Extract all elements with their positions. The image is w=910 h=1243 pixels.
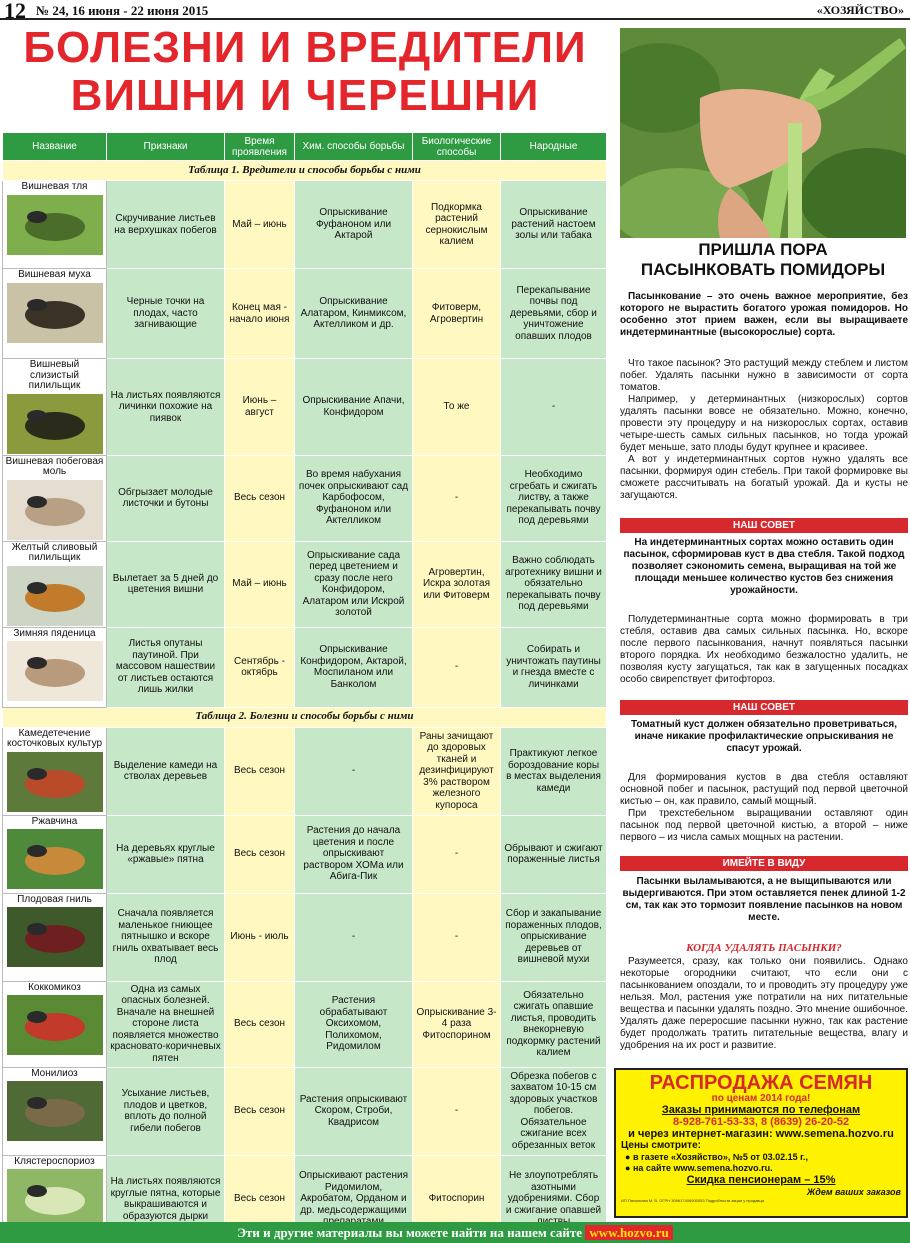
name-cell xyxy=(3,727,107,815)
name-cell xyxy=(3,181,107,269)
headline-line-1: БОЛЕЗНИ И ВРЕДИТЕЛИ xyxy=(23,23,587,72)
chem-cell: Опрыскивание Конфидором, Актарой, Моспиланом или Банколом xyxy=(295,627,413,707)
issue-date: № 24, 16 июня - 22 июня 2015 xyxy=(36,3,209,18)
disease-photo xyxy=(7,829,103,889)
disease-photo xyxy=(7,1169,103,1229)
article-body-3 xyxy=(620,772,908,844)
signs-cell: Скручивание листьев на верхушках побегов xyxy=(107,181,225,269)
ad-prices: Цены смотрите: xyxy=(621,1140,701,1151)
bio-cell: - xyxy=(413,1067,501,1155)
bio-cell: - xyxy=(413,627,501,707)
col-header: Признаки xyxy=(107,133,225,161)
disease-photo xyxy=(7,752,103,812)
table-caption: Таблица 1. Вредители и способы борьбы с ними xyxy=(3,161,607,181)
table-caption-row xyxy=(3,707,607,727)
tomato-hand-image xyxy=(620,28,906,238)
table-caption: Таблица 2. Болезни и способы борьбы с ними xyxy=(3,707,607,727)
name-text: Плодовая гниль xyxy=(17,893,92,905)
signs-cell: На листьях появляются личинки похожие на пиявок xyxy=(107,359,225,456)
table-row xyxy=(3,727,607,815)
bio-cell: Раны зачищают до здоровых тканей и дезинфицируют 3% раствором железного купороса xyxy=(413,727,501,815)
notice-tip xyxy=(620,876,908,924)
chem-cell: Растения опрыскивают Скором, Строби, Квадрисом xyxy=(295,1067,413,1155)
time-cell: Весь сезон xyxy=(225,1067,295,1155)
time-cell: Май – июнь xyxy=(225,541,295,627)
pests-diseases-table xyxy=(2,132,607,1243)
pest-photo xyxy=(7,641,103,701)
time-cell: Конец мая - начало июня xyxy=(225,269,295,359)
signs-cell: Вылетает за 5 дней до цветения вишни xyxy=(107,541,225,627)
table-row xyxy=(3,815,607,893)
paragraph: А вот у индетерминантных сортов нужно удалять все пасынки, формируя один стебель. При такой формировке вы сможете рассчитывать на богатый урожай. Да и кусты не загущаются. xyxy=(620,454,908,501)
time-cell: Май – июнь xyxy=(225,181,295,269)
name-text: Желтый сливовый пилильщик xyxy=(11,541,98,563)
name-cell xyxy=(3,359,107,456)
table-row xyxy=(3,359,607,456)
signs-cell: Выделение камеди на стволах деревьев xyxy=(107,727,225,815)
name-cell xyxy=(3,981,107,1067)
paragraph: Полудетерминантные сорта можно формировать в три стебля, оставив два самых сильных пасынка. Но, вскоре после первого пасынкования, начнут появляться пасынки второго порядка. Их необходимо безжалостно удалить, не позволяя кусту загущаться, так как в загущенных посадках особо свирепствует фитофтороз. xyxy=(620,614,908,685)
name-text: Вишневая муха xyxy=(18,269,91,280)
name-cell xyxy=(3,455,107,541)
name-text: Ржавчина xyxy=(31,815,78,827)
name-cell xyxy=(3,815,107,893)
page-footer xyxy=(0,1222,910,1243)
paragraph: Например, у детерминантных (низкорослых) сортов удалять пасынки вовсе не обязательно. Можно, конечно, провести эту процедуру и на низкорослых сортах, оставив четыре-шесть самых сильных пасынков, но тогда урожай будет меньше, зато плоды будут крупнее и красивее. xyxy=(620,394,908,453)
tip-1 xyxy=(620,537,908,597)
folk-cell: Собирать и уничтожать паутины и гнезда вместе с личинками xyxy=(501,627,607,707)
table-row xyxy=(3,541,607,627)
table-caption-row xyxy=(3,161,607,181)
ad-phones: 8-928-761-53-33, 8 (8639) 26-20-52 xyxy=(672,1116,850,1128)
pest-photo xyxy=(7,394,103,454)
name-cell xyxy=(3,1067,107,1155)
chem-cell: Во время набухания почек опрыскивают сад Карбофосом, Фуфаноном или Актелликом xyxy=(295,455,413,541)
pest-photo xyxy=(7,195,103,255)
footer-site-link[interactable]: www.hozvo.ru xyxy=(585,1225,672,1240)
disease-photo xyxy=(7,995,103,1055)
folk-cell: Не злоупотреблять азотными удобрениями. Сбор и сжигание опавшей xyxy=(501,1155,607,1243)
signs-cell: Обгрызает молодые листочки и бутоны xyxy=(107,455,225,541)
disease-photo xyxy=(7,907,103,967)
pest-photo xyxy=(7,566,103,626)
newspaper-name: «ХОЗЯЙСТВО» xyxy=(816,3,904,17)
time-cell: Весь сезон xyxy=(225,1155,295,1243)
folk-cell: Важно соблюдать агротехнику вишни и обязательно перекапывать почву под деревьями xyxy=(501,541,607,627)
signs-cell: На деревьях круглые «ржавые» пятна xyxy=(107,815,225,893)
table-row xyxy=(3,627,607,707)
name-text: Зимняя пяденица xyxy=(13,627,96,639)
table-row xyxy=(3,981,607,1067)
tip-text: На индетерминантных сортах можно оставить один пасынок, сформировав куст в два стебля. Такой подход позволяет сэкономить семена, выращивая на той же площади меньшее количество кустов без снижения урожайности. xyxy=(623,537,905,596)
table-header-row xyxy=(3,133,607,161)
folk-cell: Сбор и закапывание пораженных плодов, опрыскивание деревьев от вишневой мухи xyxy=(501,893,607,981)
tip-2 xyxy=(620,719,908,755)
name-text: Монилиоз xyxy=(31,1067,78,1079)
chem-cell: Опрыскивание Алатаром, Кинмиксом, Актелликом и др. xyxy=(295,269,413,359)
name-cell xyxy=(3,893,107,981)
paragraph: Для формирования кустов в два стебля оставляют основной побег и пасынок, растущий под первой цветочной кистью – он, как правило, самый мощный. xyxy=(620,772,908,807)
folk-cell: Опрыскивание растений настоем золы или табака xyxy=(501,181,607,269)
pest-photo xyxy=(7,480,103,540)
tip-text: Томатный куст должен обязательно проветриваться, иначе никакие профилактические опрыскивания не спасут урожай. xyxy=(630,719,898,754)
ad-subtitle: по ценам 2014 года! xyxy=(711,1093,811,1104)
article-lead xyxy=(620,291,908,339)
bio-cell: Агровертин, Искра золотая или Фитоверм xyxy=(413,541,501,627)
name-cell xyxy=(3,541,107,627)
bio-cell: Фитоспорин xyxy=(413,1155,501,1243)
name-text: Коккомикоз xyxy=(28,981,81,993)
col-header: Время проявления xyxy=(225,133,295,161)
chem-cell: Опрыскивают растения Ридомилом, Акробатом, Орданом и др. медьсодержащими xyxy=(295,1155,413,1243)
tip-banner-1: НАШ СОВЕТ xyxy=(620,518,908,533)
bio-cell: - xyxy=(413,455,501,541)
chem-cell: - xyxy=(295,727,413,815)
article-title-line-2: ПАСЫНКОВАТЬ ПОМИДОРЫ xyxy=(640,260,886,279)
col-header: Биологические способы xyxy=(413,133,501,161)
name-text: Вишневая побеговая моль xyxy=(5,455,104,477)
ad-orders: Заказы принимаются по телефонам xyxy=(661,1104,861,1116)
tomato-photo xyxy=(620,28,906,238)
signs-cell: Усыхание листьев, плодов и цветков, вплоть до полной гибели побегов xyxy=(107,1067,225,1155)
ad-list-text: на сайте www.semena.hozvo.ru. xyxy=(632,1163,773,1173)
time-cell: Июнь – август xyxy=(225,359,295,456)
article-body-2 xyxy=(620,614,908,686)
article-body-1 xyxy=(620,358,908,502)
signs-cell: Листья опутаны паутиной. При массовом нашествии от листьев остаются лишь жилки xyxy=(107,627,225,707)
col-header: Хим. способы борьбы xyxy=(295,133,413,161)
folk-cell: Практикуют легкое бороздование коры в местах выделения камеди xyxy=(501,727,607,815)
name-text: Клястероспориоз xyxy=(14,1155,95,1167)
paragraph: Что такое пасынок? Это растущий между стеблем и листом побег. Удалять пасынки нужно в зависимости от сорта томатов. xyxy=(620,358,908,393)
signs-cell: На листьях появляются круглые пятна, которые выкрашиваются и образуются дырки xyxy=(107,1155,225,1243)
seed-sale-ad xyxy=(614,1068,908,1218)
col-header: Название xyxy=(3,133,107,161)
headline-line-2: ВИШНИ И ЧЕРЕШНИ xyxy=(70,71,540,120)
bio-cell: Фитоверм, Агровертин xyxy=(413,269,501,359)
notice-banner: ИМЕЙТЕ В ВИДУ xyxy=(620,856,908,871)
chem-cell: Опрыскивание Апачи, Конфидором xyxy=(295,359,413,456)
tip-text: Пасынки выламываются, а не выщипываются или выдергиваются. При этом оставляется пенек длиной 1-2 см, так как это тормозит появление пасынков на новом месте. xyxy=(622,876,906,923)
table-row xyxy=(3,181,607,269)
time-cell: Весь сезон xyxy=(225,727,295,815)
footer-text: Эти и другие материалы вы можете найти на нашем сайте xyxy=(237,1225,583,1240)
bio-cell: То же xyxy=(413,359,501,456)
bio-cell: - xyxy=(413,815,501,893)
chem-cell: Опрыскивание сада перед цветением и сразу после него Конфидором, Алатаром или Искрой золотой xyxy=(295,541,413,627)
table-row xyxy=(3,455,607,541)
bio-cell: - xyxy=(413,893,501,981)
time-cell: Сентябрь - октябрь xyxy=(225,627,295,707)
name-cell xyxy=(3,627,107,707)
ad-wait: Ждем ваших заказов xyxy=(806,1187,901,1197)
bio-cell: Подкормка растений сернокислым калием xyxy=(413,181,501,269)
disease-photo xyxy=(7,1081,103,1141)
time-cell: Весь сезон xyxy=(225,455,295,541)
ad-list-text: в газете «Хозяйство», №5 от 03.02.15 г., xyxy=(632,1152,808,1162)
bio-cell: Опрыскивание 3-4 раза Фитоспорином xyxy=(413,981,501,1067)
signs-cell: Сначала появляется маленькое гниющее пятнышко и вскоре гниль охватывает весь плод xyxy=(107,893,225,981)
signs-cell: Одна из самых опасных болезней. Вначале на внешней стороне листа появляется множество красновато-коричневых пятен xyxy=(107,981,225,1067)
time-cell: Июнь - июль xyxy=(225,893,295,981)
table-row xyxy=(3,269,607,359)
name-text: Камедетечение косточковых культур xyxy=(6,727,103,749)
col-header: Народные xyxy=(501,133,607,161)
article-body-4 xyxy=(620,956,908,1052)
lead-paragraph: Пасынкование – это очень важное мероприятие, без которого не вырастить богатого урожая помидоров. Но особенно этот прием важен, если вы выращиваете индетерминантные (высокорослые) сорта. xyxy=(620,291,908,338)
paragraph: При трехстебельном выращивании оставляют один пасынок под первой цветочной кистью, а второй – ниже первого – из числа самых мощных на растении. xyxy=(620,808,908,843)
chem-cell: Растения до начала цветения и после опрыскивают раствором ХОМа или Абига-Пик xyxy=(295,815,413,893)
chem-cell: Растения обрабатывают Оксихомом, Полихомом, Ридомилом xyxy=(295,981,413,1067)
folk-cell: Обязательно сжигать опавшие листья, проводить внекорневую подкормку растений калием xyxy=(501,981,607,1067)
name-text: Вишневая тля xyxy=(21,181,88,192)
ad-fine-print: ИП Пахолкова М. В. ОГРН 309617406900053 Подробности акции у продавца xyxy=(621,1198,765,1203)
ad-internet: и через интернет-магазин: www.semena.hozvo.ru xyxy=(628,1128,894,1140)
table-row xyxy=(3,1067,607,1155)
folk-cell: Перекапывание почвы под деревьями, сбор и уничтожение опавших плодов xyxy=(501,269,607,359)
main-headline xyxy=(0,24,610,120)
ad-discount: Скидка пенсионерам – 15% xyxy=(686,1174,836,1186)
folk-cell: Обрывают и сжигают пораженные листья xyxy=(501,815,607,893)
chem-cell: Опрыскивание Фуфаноном или Актарой xyxy=(295,181,413,269)
section-heading-when: КОГДА УДАЛЯТЬ ПАСЫНКИ? xyxy=(686,942,842,954)
signs-cell: Черные точки на плодах, часто загнивающие xyxy=(107,269,225,359)
table-row xyxy=(3,893,607,981)
folk-cell: Необходимо сгребать и сжигать листву, а также перекапывать почву под деревьями xyxy=(501,455,607,541)
name-cell xyxy=(3,269,107,359)
ad-list-item: ● в газете «Хозяйство», №5 от 03.02.15 г., xyxy=(625,1152,808,1162)
tip-banner-2: НАШ СОВЕТ xyxy=(620,700,908,715)
paragraph: Разумеется, сразу, как только они появились. Однако некоторые огородники считают, что если они с пасынкованием опоздали, то и проводить эту процедуру уже нельзя. Мол, растения уже потратили на них питательные вещества и пасынки удалять поздно. Это мнение ошибочное. Удалять даже переросшие пасынки нужно, так как растение будет продолжать тратить питательные вещества, влагу и удобрения на их рост и развитие. xyxy=(620,956,908,1051)
time-cell: Весь сезон xyxy=(225,981,295,1067)
folk-cell: Обрезка побегов с захватом 10-15 см здоровых участков побегов. Обязательное сжигание всех обрезанных веток xyxy=(501,1067,607,1155)
page-number: 12 xyxy=(4,0,26,23)
chem-cell: - xyxy=(295,893,413,981)
article-title xyxy=(620,240,906,280)
ad-list-item: ● на сайте www.semena.hozvo.ru. xyxy=(625,1163,773,1173)
pest-photo xyxy=(7,283,103,343)
page-header xyxy=(0,0,910,23)
name-text: Вишневый слизистый пилильщик xyxy=(28,359,81,391)
folk-cell: - xyxy=(501,359,607,456)
ad-title: РАСПРОДАЖА СЕМЯН xyxy=(649,1072,873,1094)
article-title-line-1: ПРИШЛА ПОРА xyxy=(698,240,828,259)
time-cell: Весь сезон xyxy=(225,815,295,893)
